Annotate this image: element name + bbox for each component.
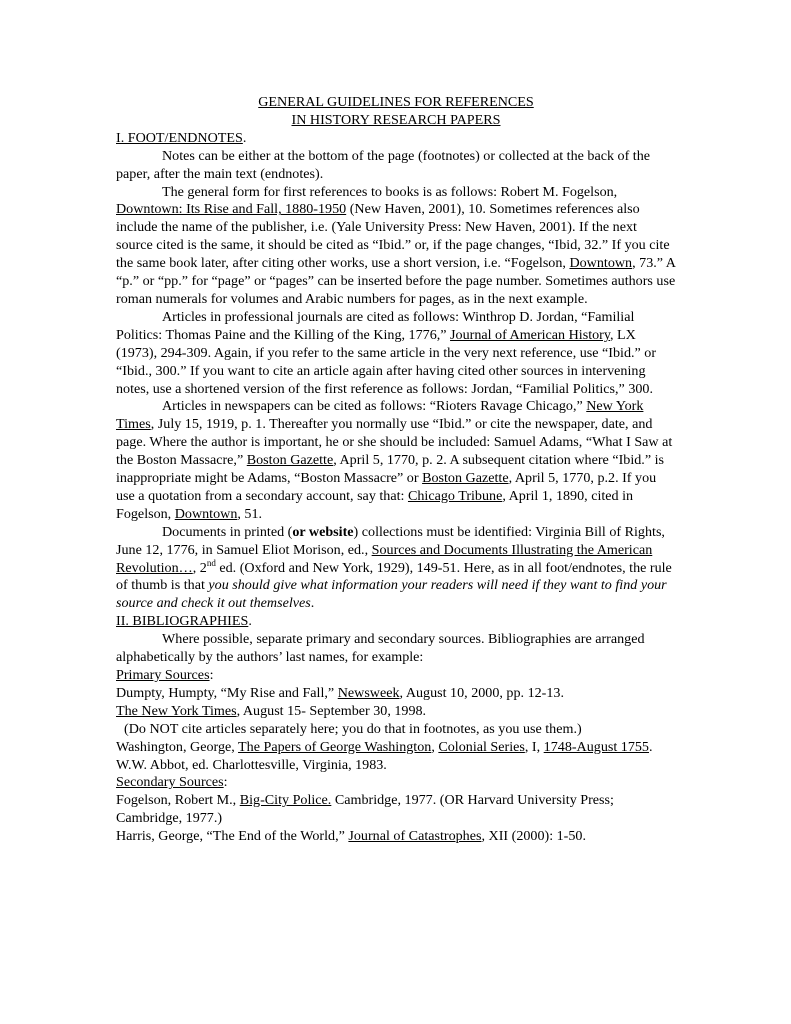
book-title: Big-City Police. bbox=[239, 792, 332, 809]
paragraph-book-citations bbox=[116, 184, 676, 309]
collection-title: Sources and Documents Illustrating the American Revolution… bbox=[116, 541, 653, 576]
text-run: Washington, George, bbox=[116, 738, 239, 755]
paragraph-notes-intro: Notes can be either at the bottom of the page (footnotes) or collected at the back of the paper, after the main text (endnotes). bbox=[116, 147, 651, 182]
paragraph-bibliography-intro: Where possible, separate primary and secondary sources. Bibliographies are arranged alphabetically by the authors’ last names, for example: bbox=[116, 631, 645, 666]
subheading-secondary-sources-text: Secondary Sources bbox=[116, 774, 224, 791]
superscript: nd bbox=[206, 557, 216, 568]
newspaper-title: Chicago Tribune bbox=[407, 487, 503, 504]
text-run: Cambridge, 1977. (OR Harvard University Press; Cambridge, 1977.) bbox=[116, 792, 614, 827]
text-run: Dumpty, Humpty, “My Rise and Fall,” bbox=[116, 684, 338, 701]
section-heading-bibliographies bbox=[116, 613, 676, 631]
journal-title: Journal of Catastrophes bbox=[348, 828, 482, 845]
bibliography-entry bbox=[116, 685, 676, 703]
text-run: Documents in printed ( bbox=[162, 523, 293, 540]
text-run: (New Haven, 2001), 10. Sometimes references also include the name of the publisher, i.e. (Yale University Press: New Haven, 2001). If the next source cited is the same, it should be cited as “Ibid.” or, if the page changes, “Ibid, 32.” If you cite the same book later, after citing other works, use a short version, i.e. “Fogelson, bbox=[116, 201, 670, 272]
text-run: The general form for first references to books is as follows: Robert M. Fogelson, bbox=[162, 183, 618, 200]
bibliography-entry bbox=[116, 828, 676, 846]
text-run: , July 15, 1919, p. 1. Thereafter you normally use “Ibid.” or cite the newspaper, date, and page. Where the author is important, he or she should be included: Samuel Adams, “What I Saw at the Boston Massacre,” bbox=[116, 416, 673, 469]
text-run: , bbox=[431, 738, 439, 755]
collection-title: The Papers of George Washington bbox=[238, 738, 432, 755]
text-run: , 51. bbox=[237, 505, 263, 522]
periodical-title: The New York Times bbox=[116, 702, 237, 719]
text-run: , 73.” A “p.” or “pp.” for “page” or “pages” can be inserted before the page number. Sometimes authors use roman numerals for volumes and Arabic numbers for pages, as in the next example. bbox=[116, 255, 676, 307]
section-heading-footnotes bbox=[116, 130, 676, 148]
paragraph-newspaper-citations bbox=[116, 398, 676, 523]
book-title-downtown: Downtown: Its Rise and Fall, 1880-1950 bbox=[116, 201, 347, 218]
text-run: Fogelson, Robert M., bbox=[116, 792, 240, 809]
subheading-tail: : bbox=[223, 774, 228, 791]
section-heading-bibliographies-tail: . bbox=[248, 613, 252, 630]
text-run: , April 1, 1890, cited in Fogelson, bbox=[116, 487, 634, 522]
text-run: , XII (2000): 1-50. bbox=[481, 828, 586, 845]
text-run: ed. (Oxford and New York, 1929), 149-51. Here, as in all foot/endnotes, the rule of thumb is that bbox=[116, 559, 672, 594]
subheading-tail: : bbox=[209, 667, 214, 683]
newspaper-title: Boston Gazette bbox=[422, 470, 509, 487]
bold-text: or website bbox=[292, 523, 354, 540]
periodical-title: Newsweek bbox=[337, 684, 400, 701]
text-run: . bbox=[310, 595, 315, 612]
bibliography-entry bbox=[116, 792, 676, 828]
volume-span: 1748-August 1755 bbox=[543, 738, 649, 755]
bibliography-entry bbox=[116, 739, 676, 775]
text-run: ) collections must be identified: Virginia Bill of Rights, June 12, 1776, in Samuel Eliot Morison, ed., bbox=[116, 523, 665, 558]
text-run: , 2 bbox=[192, 559, 207, 576]
subheading-secondary-sources bbox=[116, 774, 676, 792]
text-run: Articles in newspapers can be cited as follows: “Rioters Ravage Chicago,” bbox=[162, 398, 587, 415]
newspaper-title: Boston Gazette bbox=[246, 452, 334, 469]
text-run: , August 15- September 30, 1998. bbox=[236, 702, 427, 719]
section-heading-bibliographies-text: II. BIBLIOGRAPHIES bbox=[116, 613, 249, 630]
text-run: , I, bbox=[524, 738, 544, 755]
newspaper-title: New York Times bbox=[116, 398, 644, 433]
text-run: . W.W. Abbot, ed. Charlottesville, Virginia, 1983. bbox=[116, 738, 653, 773]
text-run: , August 10, 2000, pp. 12-13. bbox=[399, 684, 564, 701]
section-heading-footnotes-text: I. FOOT/ENDNOTES bbox=[116, 129, 243, 146]
paragraph-document-citations bbox=[116, 524, 676, 614]
document-title-line-2: IN HISTORY RESEARCH PAPERS bbox=[291, 111, 501, 128]
text-run: , April 5, 1770, p. 2. A subsequent citation where “Ibid.” is inappropriate might be Adams, “Boston Massacre” or bbox=[116, 452, 664, 487]
bibliography-entry bbox=[116, 703, 676, 721]
document-title-line-1: GENERAL GUIDELINES FOR REFERENCES bbox=[258, 94, 534, 110]
text-run: , LX (1973), 294-309. Again, if you refer to the same article in the very next reference, use “Ibid.” or “Ibid., 300.” If you want to cite an article again after having cited other sources in intervening notes, use a shortened version of the first reference as follows: Jordan, “Familial Politics,” 300. bbox=[116, 326, 657, 397]
series-title: Colonial Series bbox=[438, 738, 525, 755]
journal-title: Journal of American History bbox=[450, 326, 610, 343]
text-run: Harris, George, “The End of the World,” bbox=[116, 828, 349, 845]
subheading-primary-sources bbox=[116, 667, 676, 685]
book-title-short: Downtown bbox=[569, 255, 633, 272]
subheading-primary-sources-text: Primary Sources bbox=[116, 667, 210, 683]
text-run: , April 5, 1770, p.2. If you use a quotation from a secondary account, say that: bbox=[116, 470, 657, 504]
book-title-short: Downtown bbox=[174, 505, 238, 522]
paragraph-journal-citations bbox=[116, 309, 676, 399]
document-page bbox=[116, 94, 676, 846]
section-heading-footnotes-tail: . bbox=[242, 129, 247, 146]
text-run: Articles in professional journals are cited as follows: Winthrop D. Jordan, “Familial Politics: Thomas Paine and the Killing of the King, 1776,” bbox=[116, 308, 635, 343]
italic-rule-of-thumb: you should give what information your readers will need if they want to find your source and check it out themselves bbox=[116, 577, 667, 612]
bibliography-note: (Do NOT cite articles separately here; you do that in footnotes, as you use them.) bbox=[124, 720, 582, 737]
